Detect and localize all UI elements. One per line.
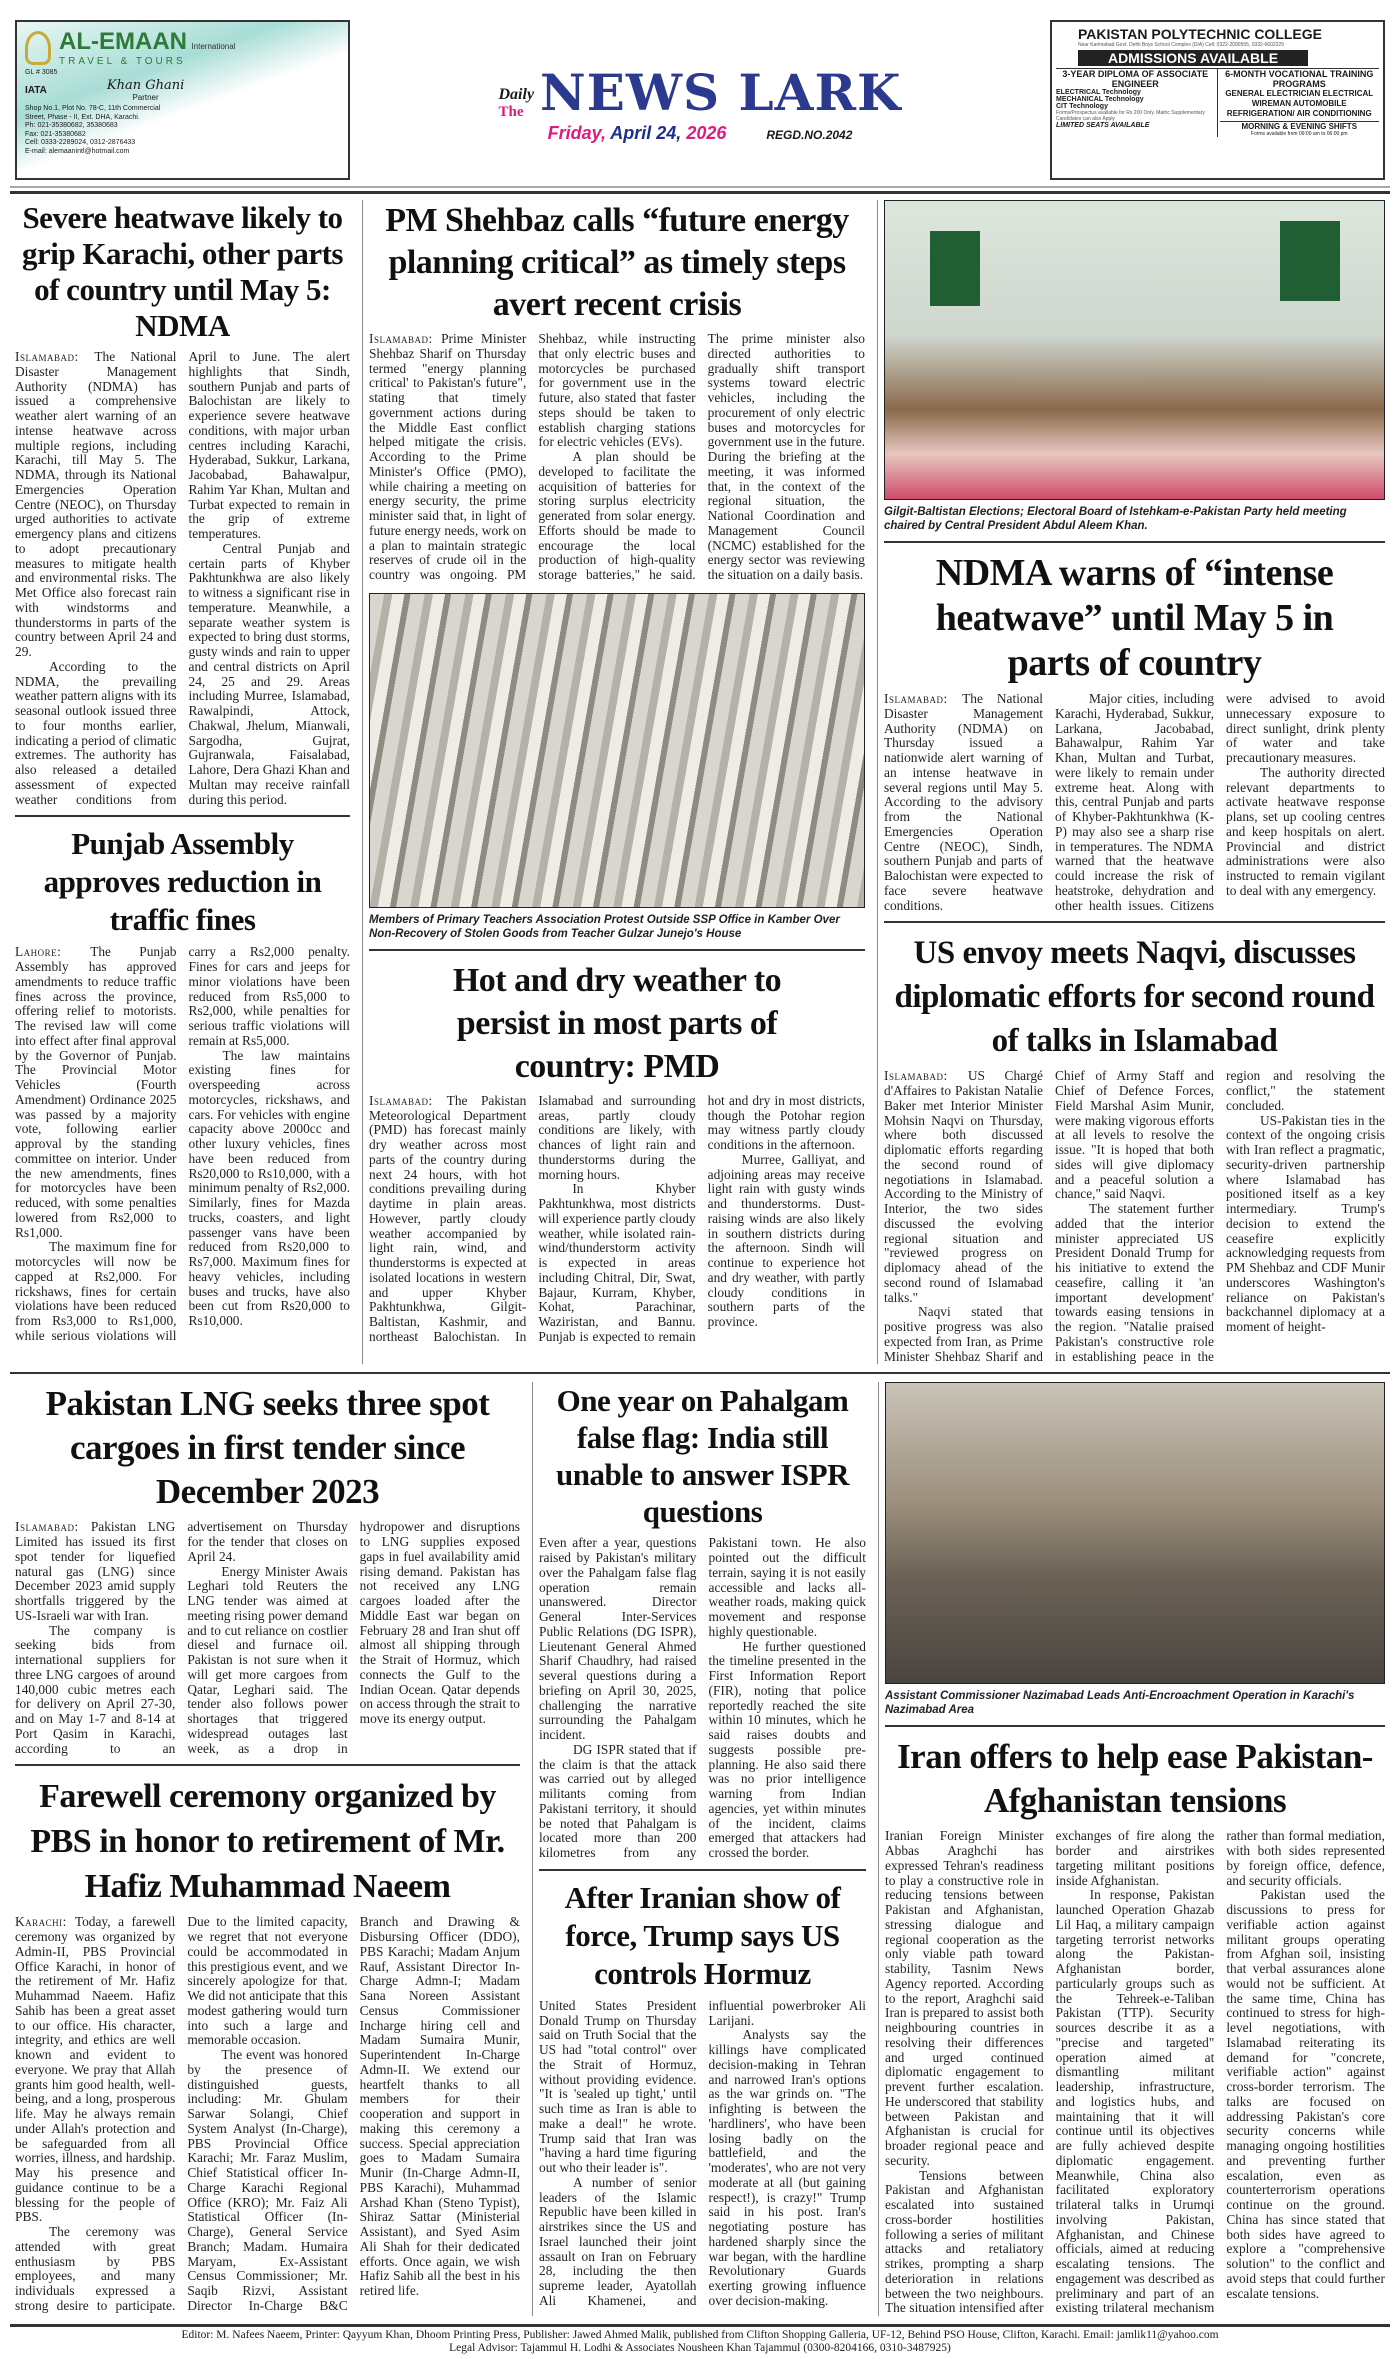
ad-gl: GL # 3085 xyxy=(25,69,58,76)
article-punjab xyxy=(15,825,350,1343)
ad-note: Forms/Prospectus available for Rs 200 Only. Matric Supplementary Candidates can also Apply xyxy=(1056,110,1205,122)
article-paragraph: Karachi: Today, a farewell ceremony was organized by Admin-II, PBS Provincial Office Karachi, in honor of the retirement of Mr. Hafiz Muhammad Naeem. Hafiz Sahib has been a great asset to our office. His character, integrity, and ethics are well known and evident to everyone. We pray that Allah grants him good health, well-being, and a long, prosperous life. May he always remain under Allah's protection and be safeguarded from all worries, illness, and hardship. May his presence and guidance continue to be a blessing for the people of PBS. xyxy=(15,1914,176,2225)
photo-caption: Assistant Commissioner Nazimabad Leads Anti-Encroachment Operation in Karachi's Nazimabad Area xyxy=(885,1690,1355,1717)
ad-line: Street, Phase - II, Ext. DHA, Karachi. xyxy=(25,113,140,121)
article-paragraph: Islamabad: US Chargé d'Affaires to Pakistan Natalie Baker met Interior Minister Mohsin Naqvi on Thursday, where both discussed diplomatic efforts regarding the second round of negotiations in Islamabad. According to the Ministry of Interior, the two sides discussed the evolving regional situation and "reviewed progress on diplomacy ahead of the second round of Islamabad talks." xyxy=(884,1068,1043,1305)
ad-line: Ph: 021-35380682, 35380683 xyxy=(25,122,118,130)
article-paragraph: Analysts say the killings have complicated decision-making in Tehran and narrowed Iran's options as the war grinds on. "The infighting is between the 'hardliners', who have been losing badly on the battlefield, and the 'moderates', who are not very moderate at all (but gaining respect!), is crazy!" Trump said in his post. Iran's negotiating posture has hardened sharply since the war began, with the hardline Revolutionary Guards exerting growing influence over decision-making. xyxy=(708,2027,866,2308)
ad-item: MECHANICAL Technology xyxy=(1056,96,1144,103)
masthead-regd: REGD.NO.2042 xyxy=(766,128,853,142)
ad-left-head: 3-YEAR DIPLOMA OF ASSOCIATE ENGINEER xyxy=(1062,69,1209,89)
bottom-section xyxy=(0,1382,1400,2316)
article-paragraph: The ceremony was attended with great enthusiasm by PBS employees, and many individuals expressed a strong desire to participate. Due to the limited capacity, we regret that not everyone could be accommodated in this prestigious event, and we sincerely apologize for that. We did not anticipate that this modest gathering would turn into such a large and memorable occasion. xyxy=(15,1914,348,2313)
ad-line: Shop No.1, Plot No. 78-C, 11th Commercial xyxy=(25,105,161,112)
right-column xyxy=(878,1382,1385,2316)
article-body xyxy=(539,1999,866,2309)
ad-shifts: MORNING & EVENING SHIFTS xyxy=(1220,121,1380,131)
logo-icon xyxy=(25,31,51,65)
flag-icon xyxy=(930,231,980,306)
ad-right-items: GENERAL ELECTRICIAN ELECTRICAL WIREMAN AUTOMOBILE REFRIGERATION/ AIR CONDITIONING xyxy=(1225,89,1374,118)
article-paragraph: Tensions between Pakistan and Afghanistan escalated into sustained cross-border hostilities following a series of militant attacks and retaliatory strikes, prompting a sharp deterioration in relations between the two neighbours. The situation intensified after exchanges of fire along the border and airstrikes targeting militant positions inside Afghanistan. xyxy=(885,1828,1215,2316)
section-rule xyxy=(15,815,350,817)
section-rule xyxy=(369,949,865,951)
article-lng xyxy=(15,1382,520,1756)
article-paragraph: The maximum fine for motorcycles will now be capped at Rs2,000. For rickshaws, fines for certain violations have been reduced from Rs3,000 to Rs1,000, while serious violations will carry a Rs2,000 penalty. Fines for cars and jeeps for minor violations have been reduced from Rs5,000 to Rs2,000, while penalties for serious traffic violations will remain at Rs5,000. xyxy=(15,944,350,1343)
ad-iata: IATA xyxy=(25,84,47,96)
photo-ipp-meeting xyxy=(884,200,1385,500)
ad-person: Khan Ghani xyxy=(106,78,185,93)
article-body xyxy=(884,1069,1385,1364)
middle-column xyxy=(532,1382,866,2316)
header-rule xyxy=(10,186,1390,188)
flag-icon xyxy=(1280,221,1340,301)
article-paragraph: Murree, Galliyat, and adjoining areas may receive light rain with gusty winds and thunderstorms. Dust-raising winds are also likely in southern districts during the afternoon. Sindh will continue to experience hot and dry weather, with partly cloudy conditions in southern parts of the province. xyxy=(707,1151,865,1329)
ad-banner: ADMISSIONS AVAILABLE xyxy=(1078,50,1308,66)
article-hormuz xyxy=(539,1879,866,2309)
article-body xyxy=(15,945,350,1343)
dateline: Islamabad: xyxy=(884,691,963,706)
headline: Iran offers to help ease Pakistan-Afghanistan tensions xyxy=(897,1737,1373,1821)
article-paragraph: DG ISPR stated that if the claim is that the attack was carried out by alleged militants coming from Pakistani territory, it should be noted that Pahalgam is located more than 200 kilometres from any Pakistani town. He also pointed out the difficult terrain, saying it is not easily accessible and lacks all-weather roads, making quick movement and response highly questionable. xyxy=(539,1535,866,1860)
article-paragraph: Major cities, including Karachi, Hyderabad, Sukkur, Larkana, Jacobabad, Bahawalpur, Rahim Yar Khan, Multan and Turbat, were likely to remain under extreme heat. Along with this, central Punjab and parts of Khyber-Pakhtunkhwa (K-P) may also see a sharp rise in temperatures. The NDMA warned that the heatwave could increase the risk of heatstroke, dehydration and other health issues. Citizens were advised to avoid unnecessary exposure to direct sunlight, drink plenty of water and take precautionary measures. xyxy=(1055,691,1385,913)
ad-brand: AL-EMAAN xyxy=(59,28,187,55)
article-paragraph: According to the NDMA, the prevailing weather pattern aligns with its seasonal outlook issued three to four months earlier, indicating a period of climatic extremes. The authority has also released a detailed assessment of expected weather conditions from April to June. The alert highlights that Sindh, southern Punjab and parts of Balochistan are likely to experience severe heatwave conditions, with major urban centres including Karachi, Hyderabad, Sukkur, Larkana, Jacobabad, Bahawalpur, Rahim Yar Khan, Multan and Turbat expected to remain in the grip of extreme temperatures. xyxy=(15,349,350,807)
article-heatwave xyxy=(15,200,350,807)
article-paragraph: Islamabad: The National Disaster Management Authority (NDMA) has issued a comprehensive weather alert warning of an intense heatwave across multiple regions, including Karachi, till May 5. The NDMA, through its National Emergencies Operation Centre (NEOC), on Thursday urged authorities to activate emergency plans and citizens to adopt precautionary measures to mitigate health and environmental risks. The Met Office also forecast rain with windstorms and thunderstorms in parts of the country between April 24 and 29. xyxy=(15,349,177,659)
ad-line: E-mail: alemaanintl@hotmail.com xyxy=(25,147,130,155)
article-iran xyxy=(885,1735,1385,2316)
ad-al-emaan xyxy=(15,20,350,180)
ad-polytechnic xyxy=(1050,20,1385,180)
ad-address: Near Karimabad Govt. Dehli Boys School Complex (D/A) Cell: 0322-2090555, 0332-6602229 xyxy=(1078,42,1284,48)
ad-line: Cell: 0333-2289024, 0312-2876433 xyxy=(25,139,136,147)
masthead-title: NEWS LARK xyxy=(540,63,902,122)
article-farewell xyxy=(15,1774,520,2313)
photo-teachers-protest xyxy=(369,593,865,908)
ad-right-head: 6-MONTH VOCATIONAL TRAINING PROGRAMS xyxy=(1225,69,1374,89)
photo-caption: Members of Primary Teachers Association Protest Outside SSP Office in Kamber Over Non-Recovery of Stolen Goods from Teacher Gulzar Junejo's House xyxy=(369,913,840,940)
ad-title: PAKISTAN POLYTECHNIC COLLEGE xyxy=(1078,26,1322,42)
headline: US envoy meets Naqvi, discusses diplomatic efforts for second round of talks in Islamabad xyxy=(894,935,1375,1060)
ad-right-foot: Forms available from 09:00 am to 06:00 pm xyxy=(1250,131,1348,137)
headline: Severe heatwave likely to grip Karachi, other parts of country until May 5: NDMA xyxy=(21,200,343,343)
date-day: Friday, xyxy=(547,123,606,143)
article-paragraph: US-Pakistan ties in the context of the ongoing crisis with Iran reflect a pragmatic, security-driven partnership where Islamabad has positioned itself as a key intermediary. Trump's decision to extend the ceasefire explicitly acknowledging requests from PM Shehbaz and CDF Munir underscores Washington's reliance on Pakistan's backchannel diplomacy at a moment of height- xyxy=(1226,1112,1385,1334)
article-paragraph: The law maintains existing fines for overspeeding across motorcycles, rickshaws, and cars. For vehicles with engine capacity above 2000cc and other luxury vehicles, fines have been reduced from Rs20,000 to Rs10,000, with a minimum penalty of Rs2,000. Similarly, fines for Mazda trucks, coasters, and light passenger vans have been reduced from Rs20,000 to Rs7,000. Maximum fines for heavy vehicles, including buses and trucks, have also been cut from Rs20,000 to Rs10,000. xyxy=(188,1047,350,1328)
article-paragraph: Energy Minister Awais Leghari told Reuters the LNG tender was aimed at meeting rising power demand and to cut reliance on costlier diesel and furnace oil. Pakistan is not sure when it will get more cargoes from Qatar, Leghari said. The tender also follows power shortages that triggered widespread outages last week, as a drop in hydropower and disruptions to LNG supplies exposed gaps in fuel availability amid rising demand. Pakistan has not received any LNG cargoes loaded after the Middle East war began on February 28 and Iran shut off almost all shipping through the Strait of Hormuz, which connects the Gulf to the Indian Ocean. Qatar depends on access through the strait to move its energy output. xyxy=(187,1519,520,1756)
article-body xyxy=(15,1915,520,2313)
article-paragraph: Islamabad: The National Disaster Management Authority (NDMA) on Thursday issued a nationwide alert warning of an intense heatwave in several regions until May 5. According to the advisory from the National Emergencies Operation Centre (NEOC), Sindh, southern Punjab and parts of Balochistan were expected to face severe heatwave conditions. xyxy=(884,691,1043,913)
photo-caption: Gilgit-Baltistan Elections; Electoral Board of Istehkam-e-Pakistan Party held meeting chaired by Central President Abdul Aleem Khan. xyxy=(884,506,1347,532)
footer-line: Editor: M. Nafees Naeem, Printer: Qayyum Khan, Dhoom Printing Press, Publisher: Jawed Ahmed Malik, published from Clifton Shopping Galleria, UF-12, Behind PSO House, Clifton, Karachi. Email: jamlik11@yahoo.com xyxy=(181,2329,1219,2341)
ad-sub: TRAVEL & TOURS xyxy=(59,56,186,67)
ad-role: Partner xyxy=(132,93,159,102)
footer-line: Legal Advisor: Tajammul H. Lodhi & Associates Nousheen Khan Tajammul (0300-8204166, 0310-3487925) xyxy=(449,2342,951,2354)
dateline: Islamabad: xyxy=(15,1519,91,1535)
article-paragraph: United States President Donald Trump on Thursday said on Truth Social that the US had "total control" over the Strait of Hormuz, without providing evidence. "It is 'sealed up tight,' until such time as Iran is able to make a deal!" he wrote. Trump said that Iran was "having a hard time figuring out who their leader is". xyxy=(539,1997,697,2175)
article-paragraph: Naqvi stated that positive progress was also expected from Iran, as Prime Minister Shehbaz Sharif and Chief of Army Staff and Chief of Defence Forces, Field Marshal Asim Munir, were making vigorous efforts at all levels to resolve the issue. "It is hoped that both sides will give diplomacy and a peaceful solution a chance," said Naqvi. xyxy=(884,1068,1214,1364)
article-envoy xyxy=(884,931,1385,1364)
article-paragraph: The company is seeking bids from international suppliers for three LNG cargoes of around 140,000 cubic metres each for delivery on April 27-30, and on May 1-7 and 8-14 at Port Qasim in Karachi, according to an advertisement on Thursday for the tender that closes on April 24. xyxy=(15,1519,348,1756)
headline: Punjab Assembly approves reduction in traffic fines xyxy=(43,826,322,938)
ad-item: ELECTRICAL Technology xyxy=(1056,89,1141,96)
dateline: Islamabad: xyxy=(369,331,442,346)
section-rule xyxy=(884,541,1385,543)
article-body xyxy=(885,1829,1385,2316)
article-body xyxy=(539,1536,866,1861)
masthead xyxy=(440,65,960,144)
ad-item: CIT Technology xyxy=(1056,103,1108,110)
headline: NDMA warns of “intense heatwave” until May 5 in parts of country xyxy=(935,552,1334,684)
headline: Hot and dry weather to persist in most parts of country: PMD xyxy=(452,961,782,1085)
article-paragraph: The statement further added that the interior minister appreciated US President Donald Trump for his initiative to extend the ceasefire, calling it 'an important development' towards easing tensions in the region. "Natalie praised Pakistan's constructive role in establishing peace in the region and resolving the conflict," the statement concluded. xyxy=(1055,1068,1385,1364)
middle-column xyxy=(362,200,865,1364)
article-paragraph: Central Punjab and certain parts of Khyber Pakhtunkhwa are also likely to witness a significant rise in temperature. Meanwhile, a separate weather system is expected to bring dust storms, gusty winds and rain to upper and central districts on April 24, 25 and 29. Areas including Murree, Islamabad, Rawalpindi, Attock, Chakwal, Jhelum, Mianwali, Sargodha, Gujrat, Gujranwala, Faisalabad, Lahore, Dera Ghazi Khan and Multan may receive rainfall during this period. xyxy=(188,540,350,807)
dateline: Islamabad: xyxy=(15,349,95,364)
page-header xyxy=(0,0,1400,186)
article-paragraph: The authority directed relevant departments to activate heatwave response plans, set up cooling centres and keep hospitals on alert. Provincial and district administrations were also instructed to remain vigilant to deal with any emergency. xyxy=(1226,764,1385,898)
article-shehbaz xyxy=(369,200,865,583)
article-body xyxy=(15,1520,520,1756)
article-paragraph: Islamabad: Pakistan LNG Limited has issued its first spot tender for liquefied natural gas (LNG) since December 2023 amid supply shortfalls triggered by the US-Israeli war with Iran. xyxy=(15,1519,176,1623)
top-section xyxy=(0,200,1400,1364)
article-paragraph: Iranian Foreign Minister Abbas Araghchi has expressed Tehran's readiness to play a constructive role in reducing tensions between Pakistan and Afghanistan, stressing dialogue and regional cooperation as the only viable path toward stability, Tasnim News Agency reported. According to the report, Araghchi said Iran is prepared to assist both neighbouring countries in resolving their differences and urged continued diplomatic engagement to prevent further escalation. He underscored that stability between Pakistan and Afghanistan is crucial for broader regional peace and security. xyxy=(885,1828,1044,2168)
left-column xyxy=(15,1382,520,2316)
section-rule xyxy=(884,921,1385,923)
article-paragraph: Even after a year, questions raised by Pakistan's military over the Pahalgam false flag operation remain unanswered. Director General Inter-Services Public Relations (DG ISPR), Lieutenant General Ahmed Sharif Chaudhry, had raised several questions during a briefing on April 30, 2025, challenging the narrative surrounding the Pahalgam incident. xyxy=(539,1535,697,1742)
headline: Pakistan LNG seeks three spot cargoes in first tender since December 2023 xyxy=(45,1384,490,1512)
article-paragraph: Lahore: The Punjab Assembly has approved amendments to reduce traffic fines across the province, offering relief to motorists. The revised law will come into effect after final approval by the Governor of Punjab. The Provincial Motor Vehicles (Fourth Amendment) Ordinance 2025 was passed by a majority vote, following earlier approval by the standing committee on interior. Under the new amendments, fines for motorcycles have been reduced, with some penalties lowered from Rs2,000 to Rs1,000. xyxy=(15,944,177,1240)
photo-anti-encroachment xyxy=(885,1382,1385,1684)
article-paragraph: Pakistan used the discussions to press for verifiable action against militant groups operating from Afghan soil, insisting that verbal assurances alone would not be sufficient. At the same time, China has continued to stress for high-level negotiations, with Islamabad reiterating its demand for "concrete, verifiable action" against cross-border terrorism. The talks are focused on addressing Pakistan's core security concerns while managing ongoing hostilities and preventing further escalation, even as counterterrorism operations continue on the ground. China has since stated that both sides have agreed to explore a "comprehensive solution" to the conflict and avoid steps that could further escalate tensions. xyxy=(1226,1887,1385,2301)
date-month-day: April 24, xyxy=(605,123,682,143)
header-rule xyxy=(10,191,1390,194)
article-paragraph: In response, Pakistan launched Operation Ghazab Lil Haq, a military campaign targeting terrorist networks along the Pakistan-Afghanistan border, particularly groups such as the Tehreek-e-Taliban Pakistan (TTP). Security sources describe it as a "precise and targeted" operation aimed at dismantling militant leadership, infrastructure, and logistics hubs, and maintaining that it will continue until its objectives are fully achieved despite diplomatic engagement. Meanwhile, China also facilitated exploratory trilateral talks in Urumqi involving Pakistan, Afghanistan, and Chinese officials, aimed at reducing escalating tensions. The engagement was described as preliminary and part of an existing trilateral mechanism rather than formal mediation, with both sides represented by foreign office, defence, and security officials. xyxy=(1055,1828,1385,2316)
article-body xyxy=(369,332,865,583)
article-paragraph: The event was honored by the presence of distinguished guests, including: Mr. Ghulam Sarwar Solangi, Chief System Analyst (In-Charge), PBS Provincial Office Karachi; Mr. Faraz Muslim, Chief Statistical officer In-Charge Karachi Regional Office (KRO); Mr. Faiz Ali Statistical Officer (In-Charge), General Service Branch; Madam. Humaira Maryam, Ex-Assistant Census Commissioner; Mr. Saqib Rizvi, Assistant Director In-Charge B&C Branch and Drawing & Disbursing Officer (DDO), PBS Karachi; Madam Anjum Rauf, Assistant Director In-Charge Admn-I; Madam Sana Noreen Assistant Census Commissioner Incharge hiring cell and Madam Sumaira Munir, Superintendent In-Charge Admn-II. We extend our heartfelt thanks to all members for their cooperation and support in making this ceremony a success. Special appreciation goes to Madam Sumaira Munir (In-Charge Admn-II, PBS Karachi), Muhammad Arshad Khan (Steno Typist), Shiraz Sattar (Ministerial Assistant), and Syed Asim Ali Shah for their dedicated efforts. Once again, we wish Hafiz Sahib all the best in his retired life. xyxy=(187,1914,520,2313)
dateline: Lahore: xyxy=(15,944,91,960)
masthead-daily: Daily xyxy=(498,86,535,103)
article-paragraph: He further questioned the timeline presented in the First Information Report (FIR), noting that police reportedly reached the site within 10 minutes, which he said raises doubts and suggests possible pre-planning. He also said there was no prior intelligence warning from Indian agencies, yet within minutes of the incident, claims emerged that attackers had crossed the border. xyxy=(708,1638,866,1860)
section-rule xyxy=(15,1764,520,1766)
article-paragraph: A number of senior leaders of the Islamic Republic have been killed in airstrikes since the US and Israel launched their joint assault on Iran on February 28, including the then supreme leader, Ayatollah Ali Khamenei, and influential powerbroker Ali Larijani. xyxy=(539,1997,866,2308)
article-paragraph: Islamabad: The Pakistan Meteorological Department (PMD) has forecast mainly dry weather across most parts of the country during next 24 hours, with hot conditions prevailing during daytime in plain areas. However, partly cloudy weather accompanied by light rain, wind, and thunderstorms is expected at isolated locations in western and upper Khyber Pakhtunkhwa, Gilgit-Baltistan, Kashmir, and northeast Balochistan. In Islamabad and surrounding areas, partly cloudy conditions are likely, with chances of light rain and thunderstorms during the morning hours. xyxy=(369,1092,696,1344)
headline: One year on Pahalgam false flag: India still unable to answer ISPR questions xyxy=(556,1383,849,1530)
headline: Farewell ceremony organized by PBS in honor to retirement of Mr. Hafiz Muhammad Naeem xyxy=(30,1778,505,1906)
section-rule xyxy=(10,1372,1390,1374)
article-paragraph: A plan should be developed to facilitate the acquisition of batteries for storing surplus electricity generated from solar energy. Efforts should be made to encourage the local production of high-quality storage batteries," he said. The prime minister also directed authorities to gradually shift transport systems toward electric vehicles, including the procurement of only electric buses and motorcycles for government use in the future. During the briefing at the meeting, it was informed that, in the context of the regional situation, the National Coordination and Management Council (NCMC) established for the energy sector was reviewing the situation on a daily basis. xyxy=(538,331,865,582)
section-rule xyxy=(885,1725,1385,1727)
ad-brand-suffix: International xyxy=(191,42,236,51)
section-rule xyxy=(539,1869,866,1871)
dateline: Islamabad: xyxy=(884,1068,968,1084)
left-column xyxy=(15,200,350,1364)
footer-rule xyxy=(10,2324,1390,2327)
article-body xyxy=(884,692,1385,913)
ad-foot: LIMITED SEATS AVAILABLE xyxy=(1056,122,1150,129)
masthead-the: The xyxy=(498,104,524,120)
masthead-date xyxy=(548,123,727,144)
headline: After Iranian show of force, Trump says US controls Hormuz xyxy=(564,1879,841,1991)
dateline: Karachi: xyxy=(15,1914,75,1930)
article-body xyxy=(369,1094,865,1345)
footer-imprint xyxy=(0,2329,1400,2359)
ad-line: Fax: 021-35380682 xyxy=(25,130,86,138)
right-column xyxy=(877,200,1385,1364)
date-year: 2026 xyxy=(681,123,727,143)
article-pahalgam xyxy=(539,1382,866,1861)
ad-contact xyxy=(25,105,340,157)
article-pmd xyxy=(369,959,865,1345)
article-body xyxy=(15,350,350,807)
article-ndma xyxy=(884,551,1385,913)
dateline: Islamabad: xyxy=(369,1092,447,1108)
headline: PM Shehbaz calls “future energy planning critical” as timely steps avert recent crisis xyxy=(385,202,849,323)
article-paragraph: In Khyber Pakhtunkhwa, most districts will experience partly cloudy weather, while isolated rain-wind/thunderstorm activity is expected in areas including Chitral, Dir, Swat, Bajaur, Kurram, Khyber, Kohat, Parachinar, Waziristan, and Bannu. Punjab is expected to remain hot and dry in most districts, though the Potohar region may witness partly cloudy conditions in the afternoon. xyxy=(538,1092,865,1344)
article-paragraph: Islamabad: Prime Minister Shehbaz Sharif on Thursday termed "energy planning critical' to Pakistan's future", stating that timely government actions during the Middle East conflict helped mitigate the crisis. According to the Prime Minister's Office (PMO), while chairing a meeting on energy security, the prime minister said that, in light of future energy needs, work on a plan to maintain strategic reserves of crude oil in the country was ongoing. PM Shehbaz, while instructing that only electric buses and motorcycles be purchased for government use in the future, also stated that faster steps should be taken to establish charging stations for electric vehicles (EVs). xyxy=(369,331,696,582)
